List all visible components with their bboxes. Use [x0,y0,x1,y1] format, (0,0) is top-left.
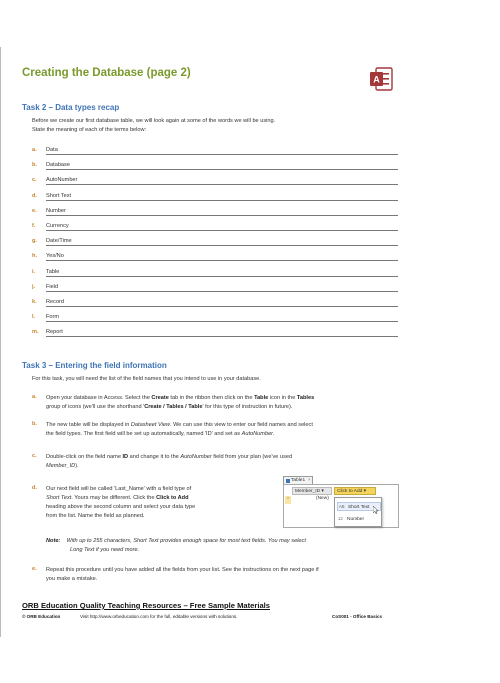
step-c-line-2: Member_ID). [46,463,79,469]
access-table-screenshot [283,476,399,528]
term-label: Yes/No [46,253,67,259]
task2-intro-1: Before we create our first database table, we will look again at some of the words we will be using. [32,118,276,124]
term-letter: d. [32,192,37,199]
term-label: Short Text [46,193,74,199]
term-letter: j. [32,283,36,290]
term-label: Record [46,299,67,305]
task3-heading: Task 3 – Entering the field information [22,361,167,370]
footer-code: CoS001 - Office Basics [332,614,383,619]
term-label: Data [46,147,61,153]
term-row [32,193,398,202]
term-row [32,238,398,247]
access-logo-icon [368,66,394,92]
step-b-letter: b. [32,421,37,427]
new-row-value: (New) [316,496,329,501]
answer-line [46,230,398,231]
step-c-line-1: Double-click on the field name ID and change it to the AutoNumber field from your plan (we've used [46,454,293,460]
step-d-line-2: Short Text. Yours may be different. Click the Click to Add [46,495,189,501]
page-title: Creating the Database (page 2) [22,67,191,79]
step-e-line-2: you make a mistake. [46,576,98,582]
answer-line [46,245,398,246]
answer-line [46,200,398,201]
short-text-icon: AB [339,504,345,509]
datasheet-grid [283,484,399,528]
answer-line [46,336,398,337]
step-e-line-1: Repeat this procedure until you have added all the fields from your list. See the instructions on the next page if [46,567,319,573]
term-row [32,299,398,308]
term-row [32,162,398,171]
answer-line [46,169,398,170]
term-label: Field [46,284,61,290]
svg-text:A: A [373,74,380,85]
close-icon: × [308,478,311,483]
term-letter: h. [32,253,37,260]
step-b-line-1: The new table will be displayed in Datasheet View. We can use this view to enter our field names and select [46,422,313,428]
answer-line [46,260,398,261]
term-letter: l. [32,314,36,321]
task3-intro: For this task, you will need the list of the field names that you intend to use in your database. [32,376,261,382]
term-letter: f. [32,223,36,229]
term-row [32,329,398,338]
column-header-member-id: Member_ID ▾ [292,487,332,495]
footer-link-text[interactable]: Visit http://www.orbeducation.com for the full, editable versions with solutions. [80,614,238,619]
term-row [32,253,398,262]
step-d-line-4: from the list. Name the field as planned. [46,513,145,519]
data-type-menu [334,497,382,527]
term-label: Number [46,208,69,214]
new-row-marker: * [285,496,291,504]
term-letter: b. [32,162,37,169]
step-a-letter: a. [32,394,37,400]
term-row [32,147,398,156]
answer-line [46,276,398,277]
footer-copyright: © ORB Education [22,614,61,619]
column-header-click-to-add: Click to Add ▾ [334,487,376,495]
answer-line [46,291,398,292]
menu-item-short-text: AB Short Text [337,502,381,511]
term-label: Date/Time [46,238,75,244]
term-letter: i. [32,268,36,275]
step-d-line-3: heading above the second column and select your data type [46,504,196,510]
answer-line [46,154,398,155]
note-line-1: Note: With up to 255 characters, Short Text provides enough space for most text fields. You may select [46,538,306,544]
term-letter: m. [32,329,39,336]
term-letter: a. [32,147,37,153]
answer-line [46,321,398,322]
table-icon [286,479,290,483]
step-a-line-2: group of icons (we'll use the shorthand 'Create / Tables / Table' for this type of instruction in future). [46,404,293,410]
task2-intro-2: State the meaning of each of the terms below: [32,127,147,133]
step-b-line-2: the field types. The first field will be set up automatically, named 'ID' and set as AutoNumber. [46,431,275,437]
term-row [32,269,398,278]
term-label: Form [46,314,62,320]
term-label: Database [46,162,73,168]
note-line-2: Long Text if you need more. [70,547,140,553]
step-d-line-1: Our next field will be called 'Last_Name' with a field type of [46,486,192,492]
task2-heading: Task 2 – Data types recap [22,103,120,112]
term-label: AutoNumber [46,177,80,183]
term-row [32,223,398,232]
term-letter: k. [32,299,37,305]
answer-line [46,184,398,185]
term-row [32,314,398,323]
footer-title: ORB Education Quality Teaching Resources – Free Sample Materials [22,601,270,610]
term-row [32,208,398,217]
menu-item-number: 12 Number [338,516,365,522]
term-letter: c. [32,177,37,184]
step-a-line-1: Open your database in Access. Select the Create tab in the ribbon then click on the Table icon in the Tables [46,395,315,401]
term-row [32,284,398,293]
step-d-letter: d. [32,485,37,491]
term-label: Currency [46,223,72,229]
step-c-letter: c. [32,453,37,459]
table-tab: Table1 × [283,476,313,484]
term-label: Report [46,329,66,335]
step-e-letter: e. [32,566,37,572]
page-edge [0,47,1,637]
mouse-cursor-icon [373,506,379,514]
term-label: Table [46,269,62,275]
term-letter: e. [32,207,37,214]
term-letter: g. [32,238,37,245]
answer-line [46,215,398,216]
answer-line [46,306,398,307]
number-icon: 12 [338,516,343,521]
term-row [32,177,398,186]
